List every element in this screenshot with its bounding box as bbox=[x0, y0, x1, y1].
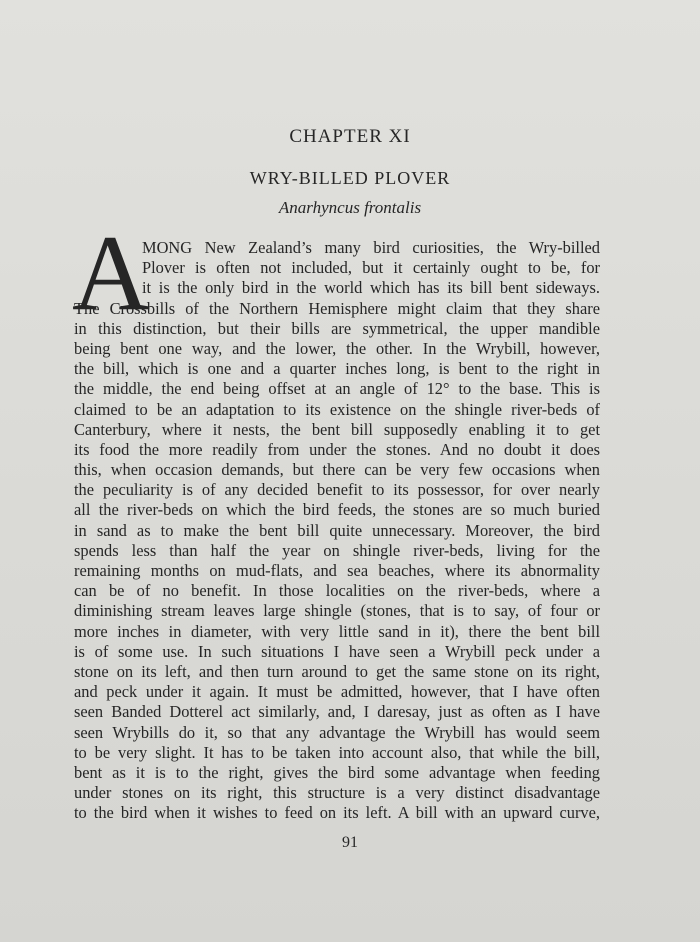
text-line: its food the more readily from under the stones. And no doubt it does bbox=[74, 439, 600, 459]
text-line: seen Banded Dotterel act similarly, and, I daresay, just as often as I have bbox=[74, 702, 600, 722]
text-line: more inches in diameter, with very little sand in it), there the bent bill bbox=[74, 621, 600, 641]
text-line: The Crossbills of the Northern Hemisphere might claim that they share bbox=[74, 298, 600, 318]
text-line: being bent one way, and the lower, the other. In the Wrybill, however, bbox=[74, 338, 600, 358]
text-line: the middle, the end being offset at an angle of 12° to the base. This is bbox=[74, 379, 600, 399]
text-line: can be of no benefit. In those localities on the river-beds, where a bbox=[74, 581, 600, 601]
chapter-title: WRY-BILLED PLOVER bbox=[249, 168, 451, 188]
text-line: remaining months on mud-flats, and sea beaches, where its abnormality bbox=[74, 561, 600, 580]
body-text bbox=[74, 238, 600, 823]
drop-cap: A bbox=[72, 214, 150, 333]
chapter-heading: CHAPTER XI bbox=[289, 126, 411, 147]
text-line: stone on its left, and then turn around to get the same stone on its right, bbox=[74, 661, 600, 681]
text-line: Plover is often not included, but it certainly ought to be, for bbox=[142, 258, 600, 278]
text-line: diminishing stream leaves large shingle (stones, that is to say, of four or bbox=[74, 601, 600, 621]
text-line: is of some use. In such situations I have seen a Wrybill peck under a bbox=[74, 641, 600, 661]
text-line: under stones on its right, this structure is a very distinct disadvantage bbox=[74, 783, 600, 803]
text-line: bent as it is to the right, gives the bird some advantage when feeding bbox=[74, 762, 600, 782]
text-line: claimed to be an adaptation to its existence on the shingle river-beds of bbox=[74, 399, 600, 419]
text-line: to be very slight. It has to be taken into account also, that while the bill, bbox=[74, 742, 600, 762]
text-line: the bill, which is one and a quarter inches long, is bent to the right in bbox=[74, 359, 600, 379]
text-line: in sand as to make the bent bill quite unnecessary. Moreover, the bird bbox=[74, 520, 600, 540]
text-line: it is the only bird in the world which has its bill bent sideways. bbox=[142, 278, 600, 298]
page-number: 91 bbox=[342, 834, 358, 851]
text-line: Canterbury, where it nests, the bent bill supposedly enabling it to get bbox=[74, 419, 600, 439]
text-line: MONG New Zealand’s many bird curiosities, the Wry-billed bbox=[142, 238, 600, 257]
text-line: seen Wrybills do it, so that any advantage the Wrybill has would seem bbox=[74, 722, 600, 742]
scientific-name: Anarhyncus frontalis bbox=[278, 198, 422, 217]
text-line: this, when occasion demands, but there can be very few occasions when bbox=[74, 460, 600, 480]
text-line: all the river-beds on which the bird feeds, the stones are so much buried bbox=[74, 500, 600, 520]
text-line: spends less than half the year on shingle river-beds, living for the bbox=[74, 540, 600, 560]
text-line: and peck under it again. It must be admitted, however, that I have often bbox=[74, 682, 600, 702]
text-line: in this distinction, but their bills are symmetrical, the upper mandible bbox=[74, 318, 600, 338]
text-line: to the bird when it wishes to feed on its left. A bill with an upward curve, bbox=[74, 803, 600, 823]
text-line: the peculiarity is of any decided benefit to its possessor, for over nearly bbox=[74, 480, 600, 500]
